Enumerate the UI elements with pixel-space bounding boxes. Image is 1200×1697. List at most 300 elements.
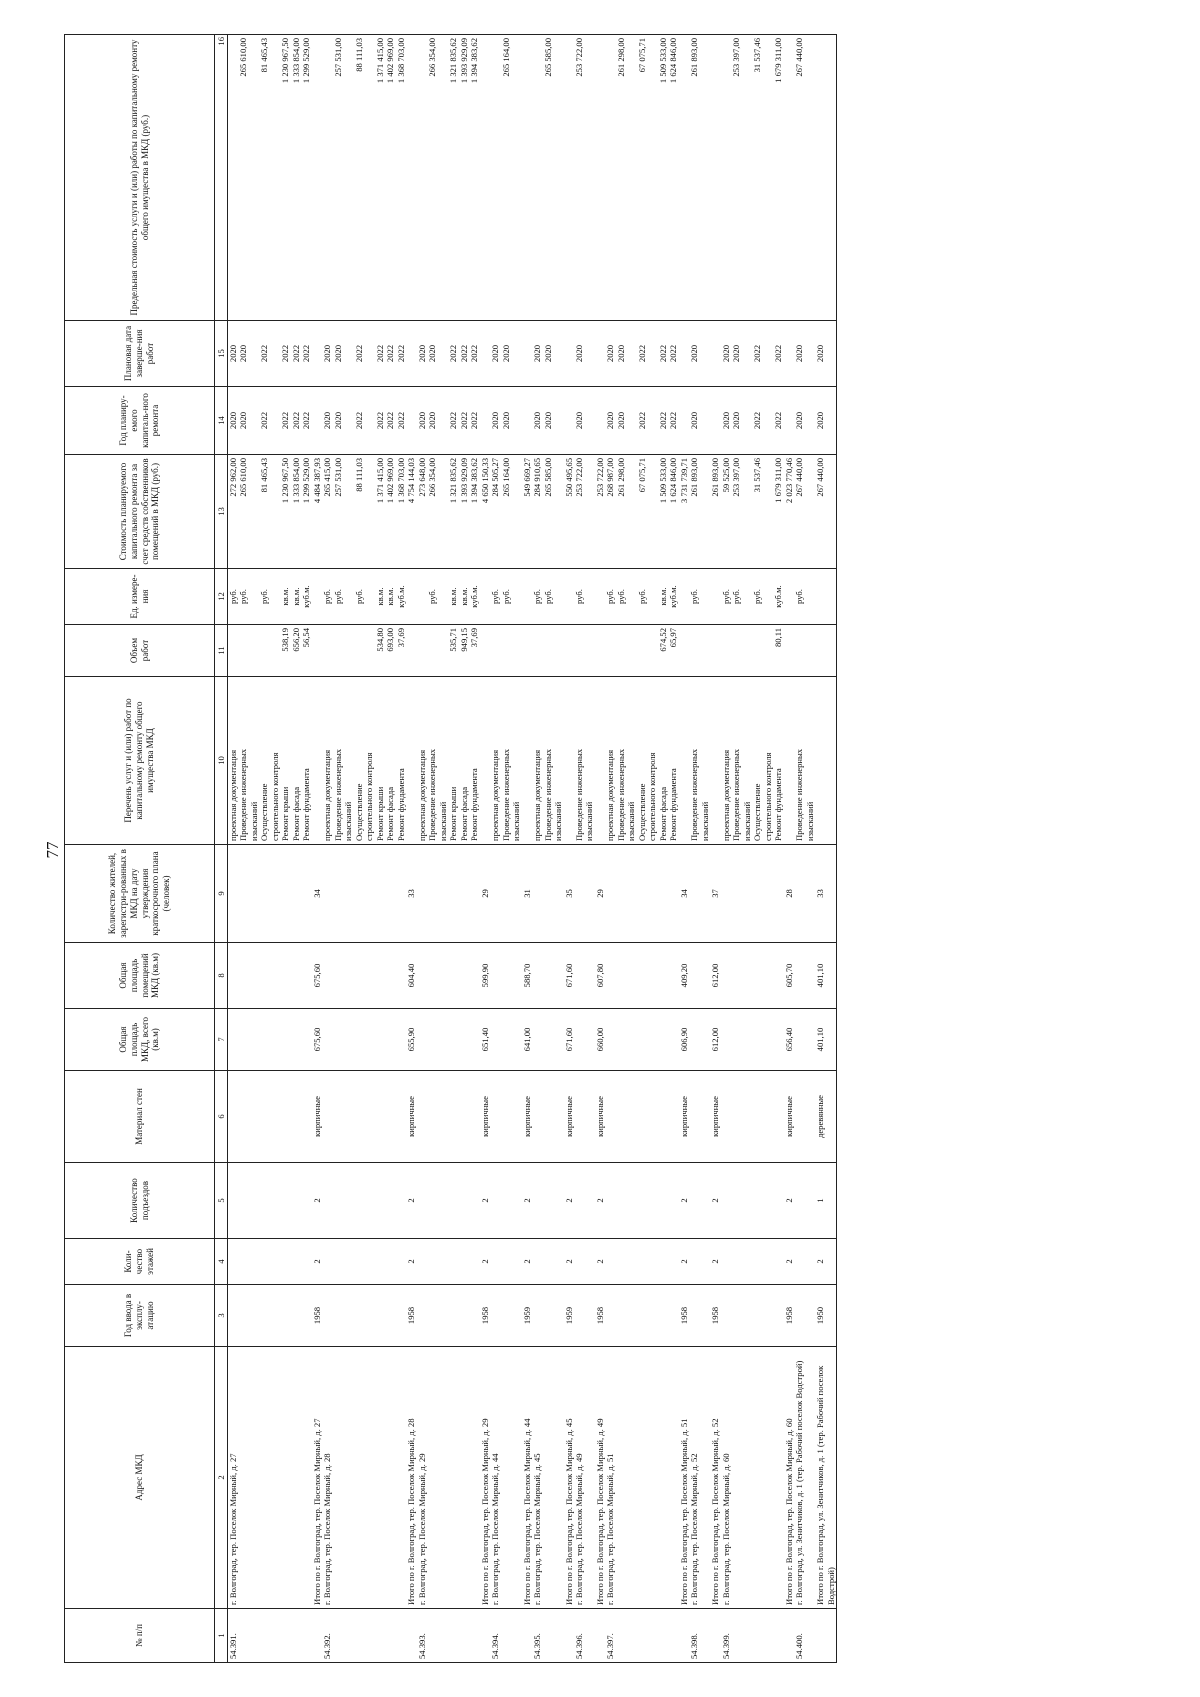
planned-cost-cell: 284 910,65 bbox=[532, 455, 542, 569]
repair-year-cell bbox=[784, 387, 794, 455]
planned-cost-cell: 284 505,27 bbox=[490, 455, 500, 569]
entrances-cell bbox=[333, 1163, 354, 1239]
wall-material-cell: кирпичные bbox=[480, 1071, 490, 1163]
work-type-cell bbox=[595, 677, 605, 845]
entrances-cell: 1 bbox=[815, 1163, 836, 1239]
year-built-cell bbox=[238, 1285, 259, 1347]
max-cost-cell: 67 075,71 bbox=[637, 35, 658, 321]
work-type-cell: Проведение инженерных изысканий bbox=[333, 677, 354, 845]
work-type-cell: проектная документация bbox=[417, 677, 427, 845]
table-row bbox=[637, 35, 658, 1663]
entrances-cell bbox=[228, 1163, 239, 1239]
residents-cell bbox=[532, 845, 542, 943]
completion-date-cell: 2020 bbox=[417, 321, 427, 387]
premises-area-cell bbox=[794, 943, 815, 1009]
max-cost-cell: 1 368 703,00 bbox=[396, 35, 406, 321]
unit-cell: кв.м. bbox=[459, 569, 469, 625]
total-area-cell bbox=[417, 1009, 427, 1071]
premises-area-cell bbox=[375, 943, 385, 1009]
work-volume-cell bbox=[417, 625, 427, 677]
page-number: 77 bbox=[43, 841, 62, 859]
max-cost-cell bbox=[490, 35, 500, 321]
row-number-cell bbox=[501, 1609, 522, 1663]
floors-cell: 2 bbox=[522, 1239, 532, 1285]
wall-material-cell bbox=[794, 1071, 815, 1163]
column-number: 14 bbox=[215, 387, 228, 455]
row-number-cell bbox=[616, 1609, 637, 1663]
row-number-cell bbox=[396, 1609, 406, 1663]
table-row bbox=[784, 35, 794, 1663]
total-area-cell: 401,10 bbox=[815, 1009, 836, 1071]
header-cell: Ед. измере-ния bbox=[65, 569, 215, 625]
max-cost-cell: 265 610,00 bbox=[238, 35, 259, 321]
address-cell: г. Волгоград, тер. Поселок Мирный, д. 49 bbox=[574, 1347, 595, 1609]
floors-cell: 2 bbox=[815, 1239, 836, 1285]
table-row bbox=[658, 35, 668, 1663]
work-type-cell: проектная документация bbox=[322, 677, 332, 845]
repair-year-cell: 2022 bbox=[752, 387, 773, 455]
year-built-cell bbox=[501, 1285, 522, 1347]
row-number-cell bbox=[658, 1609, 668, 1663]
max-cost-cell: 261 298,00 bbox=[616, 35, 637, 321]
planned-cost-cell: 4 754 144,03 bbox=[406, 455, 416, 569]
unit-cell bbox=[406, 569, 416, 625]
table-row bbox=[228, 35, 239, 1663]
row-number-cell: 54.394. bbox=[490, 1609, 500, 1663]
year-built-cell bbox=[658, 1285, 668, 1347]
row-number-cell bbox=[375, 1609, 385, 1663]
premises-area-cell bbox=[448, 943, 458, 1009]
work-type-cell: проектная документация bbox=[721, 677, 731, 845]
header-cell: № п/п bbox=[65, 1609, 215, 1663]
wall-material-cell bbox=[668, 1071, 678, 1163]
planned-cost-cell: 1 368 703,00 bbox=[396, 455, 406, 569]
repair-year-cell: 2020 bbox=[574, 387, 595, 455]
entrances-cell bbox=[238, 1163, 259, 1239]
floors-cell: 2 bbox=[406, 1239, 416, 1285]
completion-date-cell bbox=[679, 321, 689, 387]
total-area-cell bbox=[427, 1009, 448, 1071]
residents-cell: 33 bbox=[815, 845, 836, 943]
premises-area-cell bbox=[637, 943, 658, 1009]
table-row bbox=[689, 35, 710, 1663]
total-area-cell bbox=[469, 1009, 479, 1071]
max-cost-cell: 88 111,03 bbox=[354, 35, 375, 321]
address-cell bbox=[291, 1347, 301, 1609]
max-cost-cell: 81 465,43 bbox=[259, 35, 280, 321]
unit-cell: кв.м. bbox=[291, 569, 301, 625]
floors-cell bbox=[291, 1239, 301, 1285]
row-number-cell: 54.397. bbox=[605, 1609, 615, 1663]
premises-area-cell bbox=[532, 943, 542, 1009]
header-cell: Материал стен bbox=[65, 1071, 215, 1163]
premises-area-cell bbox=[658, 943, 668, 1009]
repair-year-cell: 2020 bbox=[689, 387, 710, 455]
work-volume-cell bbox=[333, 625, 354, 677]
completion-date-cell: 2022 bbox=[752, 321, 773, 387]
entrances-cell: 2 bbox=[784, 1163, 794, 1239]
work-type-cell: проектная документация bbox=[490, 677, 500, 845]
planned-cost-cell: 550 495,65 bbox=[564, 455, 574, 569]
residents-cell bbox=[322, 845, 332, 943]
address-cell: Итого по г. Волгоград, тер. Поселок Мирный, д. 49 bbox=[595, 1347, 605, 1609]
unit-cell: куб.м. bbox=[668, 569, 678, 625]
work-type-cell: Проведение инженерных изысканий bbox=[427, 677, 448, 845]
completion-date-cell: 2020 bbox=[333, 321, 354, 387]
floors-cell bbox=[794, 1239, 815, 1285]
planned-cost-cell: 59 525,00 bbox=[721, 455, 731, 569]
completion-date-cell: 2022 bbox=[291, 321, 301, 387]
unit-cell: кв.м. bbox=[385, 569, 395, 625]
table-row bbox=[574, 35, 595, 1663]
row-number-cell: 54.396. bbox=[574, 1609, 595, 1663]
residents-cell bbox=[731, 845, 752, 943]
floors-cell bbox=[605, 1239, 615, 1285]
row-number-cell bbox=[385, 1609, 395, 1663]
entrances-cell: 2 bbox=[679, 1163, 689, 1239]
premises-area-cell: 409,20 bbox=[679, 943, 689, 1009]
year-built-cell bbox=[773, 1285, 783, 1347]
work-type-cell: Ремонт фундамента bbox=[301, 677, 311, 845]
wall-material-cell bbox=[469, 1071, 479, 1163]
floors-cell bbox=[448, 1239, 458, 1285]
residents-cell bbox=[689, 845, 710, 943]
total-area-cell bbox=[396, 1009, 406, 1071]
repair-year-cell: 2022 bbox=[375, 387, 385, 455]
residents-cell bbox=[501, 845, 522, 943]
work-volume-cell: 56,54 bbox=[301, 625, 311, 677]
planned-cost-cell: 4 484 387,93 bbox=[312, 455, 322, 569]
unit-cell: кв.м. bbox=[280, 569, 290, 625]
address-cell bbox=[469, 1347, 479, 1609]
repair-year-cell: 2020 bbox=[794, 387, 815, 455]
floors-cell: 2 bbox=[564, 1239, 574, 1285]
row-number-cell bbox=[312, 1609, 322, 1663]
floors-cell bbox=[752, 1239, 773, 1285]
completion-date-cell: 2020 bbox=[731, 321, 752, 387]
entrances-cell bbox=[427, 1163, 448, 1239]
row-number-cell bbox=[668, 1609, 678, 1663]
work-type-cell: Ремонт крыши bbox=[375, 677, 385, 845]
entrances-cell bbox=[574, 1163, 595, 1239]
total-area-cell bbox=[448, 1009, 458, 1071]
residents-cell bbox=[259, 845, 280, 943]
table-row bbox=[522, 35, 532, 1663]
residents-cell: 29 bbox=[480, 845, 490, 943]
work-type-cell bbox=[564, 677, 574, 845]
unit-cell: куб.м. bbox=[396, 569, 406, 625]
wall-material-cell bbox=[658, 1071, 668, 1163]
table-row bbox=[238, 35, 259, 1663]
max-cost-cell: 1 321 835,62 bbox=[448, 35, 458, 321]
year-built-cell bbox=[543, 1285, 564, 1347]
table-row bbox=[815, 35, 836, 1663]
residents-cell bbox=[448, 845, 458, 943]
total-area-cell bbox=[301, 1009, 311, 1071]
wall-material-cell bbox=[532, 1071, 542, 1163]
planned-cost-cell: 266 354,00 bbox=[427, 455, 448, 569]
work-volume-cell bbox=[815, 625, 836, 677]
floors-cell: 2 bbox=[312, 1239, 322, 1285]
total-area-cell bbox=[689, 1009, 710, 1071]
floors-cell bbox=[259, 1239, 280, 1285]
unit-cell bbox=[417, 569, 427, 625]
address-cell bbox=[333, 1347, 354, 1609]
residents-cell bbox=[668, 845, 678, 943]
header-cell: Стоимость планируемого капитального ремонта за счет средств собственников помещений в МКД (руб.) bbox=[65, 455, 215, 569]
unit-cell: кв.м. bbox=[658, 569, 668, 625]
premises-area-cell bbox=[301, 943, 311, 1009]
table-row bbox=[532, 35, 542, 1663]
completion-date-cell: 2022 bbox=[448, 321, 458, 387]
unit-cell bbox=[710, 569, 720, 625]
entrances-cell bbox=[291, 1163, 301, 1239]
max-cost-cell bbox=[312, 35, 322, 321]
max-cost-cell: 265 585,00 bbox=[543, 35, 564, 321]
row-number-cell bbox=[773, 1609, 783, 1663]
table-row bbox=[333, 35, 354, 1663]
year-built-cell bbox=[616, 1285, 637, 1347]
unit-cell: руб. bbox=[532, 569, 542, 625]
year-built-cell bbox=[280, 1285, 290, 1347]
premises-area-cell: 401,10 bbox=[815, 943, 836, 1009]
residents-cell bbox=[637, 845, 658, 943]
year-built-cell bbox=[459, 1285, 469, 1347]
premises-area-cell bbox=[259, 943, 280, 1009]
entrances-cell bbox=[448, 1163, 458, 1239]
header-cell: Предельная стоимость услуги и (или) работы по капитальному ремонту общего имущества в МКД (руб.) bbox=[65, 35, 215, 321]
repair-year-cell: 2020 bbox=[501, 387, 522, 455]
repair-year-cell: 2022 bbox=[668, 387, 678, 455]
entrances-cell: 2 bbox=[522, 1163, 532, 1239]
wall-material-cell: деревянные bbox=[815, 1071, 836, 1163]
wall-material-cell bbox=[333, 1071, 354, 1163]
wall-material-cell bbox=[459, 1071, 469, 1163]
entrances-cell bbox=[721, 1163, 731, 1239]
table-row bbox=[752, 35, 773, 1663]
completion-date-cell: 2020 bbox=[721, 321, 731, 387]
planned-cost-cell: 261 893,00 bbox=[689, 455, 710, 569]
work-type-cell bbox=[815, 677, 836, 845]
planned-cost-cell: 1 394 383,62 bbox=[469, 455, 479, 569]
work-volume-cell bbox=[689, 625, 710, 677]
residents-cell bbox=[658, 845, 668, 943]
completion-date-cell: 2022 bbox=[396, 321, 406, 387]
premises-area-cell bbox=[689, 943, 710, 1009]
residents-cell bbox=[427, 845, 448, 943]
total-area-cell bbox=[333, 1009, 354, 1071]
completion-date-cell: 2020 bbox=[427, 321, 448, 387]
table-row bbox=[448, 35, 458, 1663]
address-cell bbox=[731, 1347, 752, 1609]
row-number-cell bbox=[448, 1609, 458, 1663]
work-type-cell bbox=[312, 677, 322, 845]
entrances-cell: 2 bbox=[406, 1163, 416, 1239]
repair-year-cell bbox=[595, 387, 605, 455]
entrances-cell bbox=[259, 1163, 280, 1239]
max-cost-cell: 1 333 854,00 bbox=[291, 35, 301, 321]
max-cost-cell: 1 371 415,00 bbox=[375, 35, 385, 321]
residents-cell bbox=[794, 845, 815, 943]
row-number-cell bbox=[595, 1609, 605, 1663]
address-cell bbox=[637, 1347, 658, 1609]
table-row bbox=[259, 35, 280, 1663]
unit-cell: кв.м. bbox=[448, 569, 458, 625]
work-type-cell bbox=[522, 677, 532, 845]
unit-cell: руб. bbox=[333, 569, 354, 625]
row-number-cell bbox=[522, 1609, 532, 1663]
unit-cell bbox=[522, 569, 532, 625]
wall-material-cell bbox=[721, 1071, 731, 1163]
address-cell: г. Волгоград, тер. Поселок Мирный, д. 44 bbox=[490, 1347, 500, 1609]
work-volume-cell: 656,20 bbox=[291, 625, 301, 677]
work-type-cell: Проведение инженерных изысканий bbox=[501, 677, 522, 845]
planned-cost-cell: 2 023 770,46 bbox=[784, 455, 794, 569]
completion-date-cell: 2020 bbox=[543, 321, 564, 387]
entrances-cell bbox=[501, 1163, 522, 1239]
column-number: 12 bbox=[215, 569, 228, 625]
total-area-cell bbox=[322, 1009, 332, 1071]
residents-cell: 34 bbox=[312, 845, 322, 943]
premises-area-cell bbox=[280, 943, 290, 1009]
work-type-cell: Ремонт фасада bbox=[291, 677, 301, 845]
row-number-cell bbox=[480, 1609, 490, 1663]
floors-cell bbox=[238, 1239, 259, 1285]
residents-cell bbox=[228, 845, 239, 943]
planned-cost-cell: 267 440,00 bbox=[815, 455, 836, 569]
work-type-cell: проектная документация bbox=[605, 677, 615, 845]
planned-cost-cell: 261 298,00 bbox=[616, 455, 637, 569]
address-cell: Итого по г. Волгоград, тер. Поселок Мирный, д. 44 bbox=[522, 1347, 532, 1609]
total-area-cell bbox=[574, 1009, 595, 1071]
unit-cell: руб. bbox=[322, 569, 332, 625]
entrances-cell: 2 bbox=[710, 1163, 720, 1239]
total-area-cell bbox=[731, 1009, 752, 1071]
repair-year-cell: 2022 bbox=[469, 387, 479, 455]
work-volume-cell bbox=[427, 625, 448, 677]
header-row bbox=[65, 35, 215, 1663]
floors-cell bbox=[354, 1239, 375, 1285]
column-number: 9 bbox=[215, 845, 228, 943]
year-built-cell bbox=[532, 1285, 542, 1347]
total-area-cell: 612,00 bbox=[710, 1009, 720, 1071]
residents-cell bbox=[291, 845, 301, 943]
row-number-cell: 54.395. bbox=[532, 1609, 542, 1663]
completion-date-cell: 2022 bbox=[259, 321, 280, 387]
year-built-cell: 1958 bbox=[710, 1285, 720, 1347]
max-cost-cell: 1 394 383,62 bbox=[469, 35, 479, 321]
work-type-cell: Ремонт фасада bbox=[385, 677, 395, 845]
residents-cell: 33 bbox=[406, 845, 416, 943]
premises-area-cell bbox=[291, 943, 301, 1009]
planned-cost-cell: 67 075,71 bbox=[637, 455, 658, 569]
premises-area-cell bbox=[616, 943, 637, 1009]
work-volume-cell: 534,80 bbox=[375, 625, 385, 677]
completion-date-cell: 2020 bbox=[322, 321, 332, 387]
planned-cost-cell: 267 440,00 bbox=[794, 455, 815, 569]
entrances-cell bbox=[658, 1163, 668, 1239]
wall-material-cell bbox=[354, 1071, 375, 1163]
planned-cost-cell: 265 610,00 bbox=[238, 455, 259, 569]
entrances-cell bbox=[301, 1163, 311, 1239]
planned-cost-cell: 1 509 533,00 bbox=[658, 455, 668, 569]
wall-material-cell bbox=[385, 1071, 395, 1163]
year-built-cell bbox=[291, 1285, 301, 1347]
address-cell bbox=[448, 1347, 458, 1609]
address-cell bbox=[259, 1347, 280, 1609]
repair-year-cell: 2020 bbox=[238, 387, 259, 455]
completion-date-cell: 2022 bbox=[385, 321, 395, 387]
floors-cell bbox=[385, 1239, 395, 1285]
year-built-cell: 1958 bbox=[784, 1285, 794, 1347]
premises-area-cell: 588,70 bbox=[522, 943, 532, 1009]
unit-cell: руб. bbox=[637, 569, 658, 625]
planned-cost-cell: 253 397,00 bbox=[731, 455, 752, 569]
premises-area-cell bbox=[459, 943, 469, 1009]
row-number-cell bbox=[543, 1609, 564, 1663]
residents-cell bbox=[490, 845, 500, 943]
address-cell bbox=[280, 1347, 290, 1609]
completion-date-cell bbox=[595, 321, 605, 387]
work-type-cell: Осуществление строительного контроля bbox=[752, 677, 773, 845]
completion-date-cell: 2020 bbox=[490, 321, 500, 387]
floors-cell bbox=[773, 1239, 783, 1285]
completion-date-cell: 2020 bbox=[616, 321, 637, 387]
residents-cell bbox=[616, 845, 637, 943]
total-area-cell bbox=[532, 1009, 542, 1071]
year-built-cell bbox=[689, 1285, 710, 1347]
entrances-cell bbox=[605, 1163, 615, 1239]
work-volume-cell bbox=[532, 625, 542, 677]
year-built-cell: 1958 bbox=[480, 1285, 490, 1347]
work-type-cell: проектная документация bbox=[228, 677, 239, 845]
max-cost-cell: 266 354,00 bbox=[427, 35, 448, 321]
repair-year-cell: 2020 bbox=[616, 387, 637, 455]
wall-material-cell bbox=[291, 1071, 301, 1163]
header-cell: Год планиру-емого капиталь-ного ремонта bbox=[65, 387, 215, 455]
total-area-cell: 641,00 bbox=[522, 1009, 532, 1071]
max-cost-cell: 265 164,00 bbox=[501, 35, 522, 321]
column-number: 5 bbox=[215, 1163, 228, 1239]
entrances-cell bbox=[354, 1163, 375, 1239]
max-cost-cell: 1 402 969,00 bbox=[385, 35, 395, 321]
work-type-cell: Ремонт фасада bbox=[459, 677, 469, 845]
residents-cell bbox=[773, 845, 783, 943]
work-volume-cell bbox=[406, 625, 416, 677]
floors-cell: 2 bbox=[784, 1239, 794, 1285]
work-volume-cell bbox=[721, 625, 731, 677]
wall-material-cell bbox=[689, 1071, 710, 1163]
completion-date-cell bbox=[564, 321, 574, 387]
repair-year-cell bbox=[522, 387, 532, 455]
wall-material-cell bbox=[238, 1071, 259, 1163]
max-cost-cell bbox=[815, 35, 836, 321]
wall-material-cell bbox=[322, 1071, 332, 1163]
work-type-cell: Ремонт фасада bbox=[658, 677, 668, 845]
completion-date-cell: 2022 bbox=[459, 321, 469, 387]
unit-cell: руб. bbox=[427, 569, 448, 625]
completion-date-cell bbox=[522, 321, 532, 387]
premises-area-cell bbox=[417, 943, 427, 1009]
table-row bbox=[480, 35, 490, 1663]
column-number-row bbox=[215, 35, 228, 1663]
total-area-cell: 671,60 bbox=[564, 1009, 574, 1071]
residents-cell bbox=[574, 845, 595, 943]
premises-area-cell bbox=[501, 943, 522, 1009]
floors-cell bbox=[668, 1239, 678, 1285]
max-cost-cell bbox=[522, 35, 532, 321]
work-type-cell bbox=[679, 677, 689, 845]
